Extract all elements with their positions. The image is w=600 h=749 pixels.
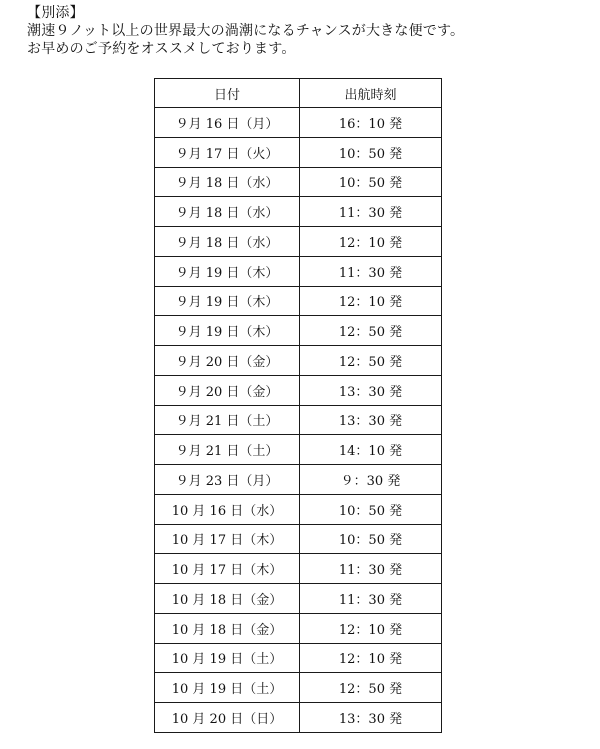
date-cell: ９月 19 日（木） <box>155 316 300 346</box>
table-row <box>155 703 442 733</box>
table-row <box>155 316 442 346</box>
date-cell: 10 月 17 日（木） <box>155 554 300 584</box>
departure-time-cell: 10：50 発 <box>300 524 442 554</box>
departure-time-cell: 13：30 発 <box>300 405 442 435</box>
departure-schedule-table <box>154 78 442 733</box>
date-cell: ９月 20 日（金） <box>155 346 300 376</box>
table-row <box>155 108 442 138</box>
departure-time-cell: 10：50 発 <box>300 167 442 197</box>
date-cell: ９月 18 日（水） <box>155 167 300 197</box>
table-row <box>155 375 442 405</box>
date-cell: ９月 21 日（土） <box>155 405 300 435</box>
date-cell: ９月 20 日（金） <box>155 375 300 405</box>
departure-time-cell: 12：50 発 <box>300 316 442 346</box>
date-cell: 10 月 18 日（金） <box>155 613 300 643</box>
date-cell: 10 月 19 日（土） <box>155 673 300 703</box>
departure-time-cell: 12：10 発 <box>300 613 442 643</box>
departure-time-cell: 16：10 発 <box>300 108 442 138</box>
table-row <box>155 346 442 376</box>
departure-time-cell: 12：10 発 <box>300 227 442 257</box>
document-header <box>27 4 464 58</box>
column-header-departure-time: 出航時刻 <box>300 79 442 108</box>
departure-time-cell: 11：30 発 <box>300 197 442 227</box>
departure-time-cell: ９：30 発 <box>300 465 442 495</box>
departure-time-cell: 10：50 発 <box>300 494 442 524</box>
schedule-rows <box>155 108 442 733</box>
date-cell: 10 月 20 日（日） <box>155 703 300 733</box>
departure-time-cell: 14：10 発 <box>300 435 442 465</box>
table-row <box>155 167 442 197</box>
table-row <box>155 554 442 584</box>
date-cell: ９月 18 日（水） <box>155 227 300 257</box>
column-header-date: 日付 <box>155 79 300 108</box>
date-cell: 10 月 19 日（土） <box>155 643 300 673</box>
table-row <box>155 494 442 524</box>
date-cell: ９月 23 日（月） <box>155 465 300 495</box>
table-row <box>155 613 442 643</box>
table-row <box>155 256 442 286</box>
table-row <box>155 197 442 227</box>
date-cell: ９月 17 日（火） <box>155 137 300 167</box>
table-row <box>155 465 442 495</box>
departure-time-cell: 12：10 発 <box>300 643 442 673</box>
date-cell: ９月 16 日（月） <box>155 108 300 138</box>
attachment-label: 【別添】 <box>27 5 84 21</box>
departure-time-cell: 12：50 発 <box>300 673 442 703</box>
date-cell: ９月 21 日（土） <box>155 435 300 465</box>
table-row <box>155 227 442 257</box>
departure-time-cell: 12：50 発 <box>300 346 442 376</box>
date-cell: 10 月 18 日（金） <box>155 584 300 614</box>
intro-line-1: 潮速９ノット以上の世界最大の渦潮になるチャンスが大きな便です。 <box>27 23 465 39</box>
intro-line-2: お早めのご予約をオススメしております。 <box>27 41 296 57</box>
departure-time-cell: 11：30 発 <box>300 554 442 584</box>
date-cell: 10 月 16 日（水） <box>155 494 300 524</box>
departure-time-cell: 10：50 発 <box>300 137 442 167</box>
date-cell: ９月 18 日（水） <box>155 197 300 227</box>
date-cell: ９月 19 日（木） <box>155 256 300 286</box>
date-cell: 10 月 17 日（木） <box>155 524 300 554</box>
departure-time-cell: 13：30 発 <box>300 375 442 405</box>
table-row <box>155 584 442 614</box>
departure-time-cell: 13：30 発 <box>300 703 442 733</box>
table-row <box>155 137 442 167</box>
table-header-row <box>155 79 442 108</box>
table-row <box>155 524 442 554</box>
departure-time-cell: 12：10 発 <box>300 286 442 316</box>
table-row <box>155 673 442 703</box>
departure-time-cell: 11：30 発 <box>300 256 442 286</box>
table-row <box>155 643 442 673</box>
departure-time-cell: 11：30 発 <box>300 584 442 614</box>
date-cell: ９月 19 日（木） <box>155 286 300 316</box>
table-row <box>155 435 442 465</box>
table-row <box>155 405 442 435</box>
table-row <box>155 286 442 316</box>
